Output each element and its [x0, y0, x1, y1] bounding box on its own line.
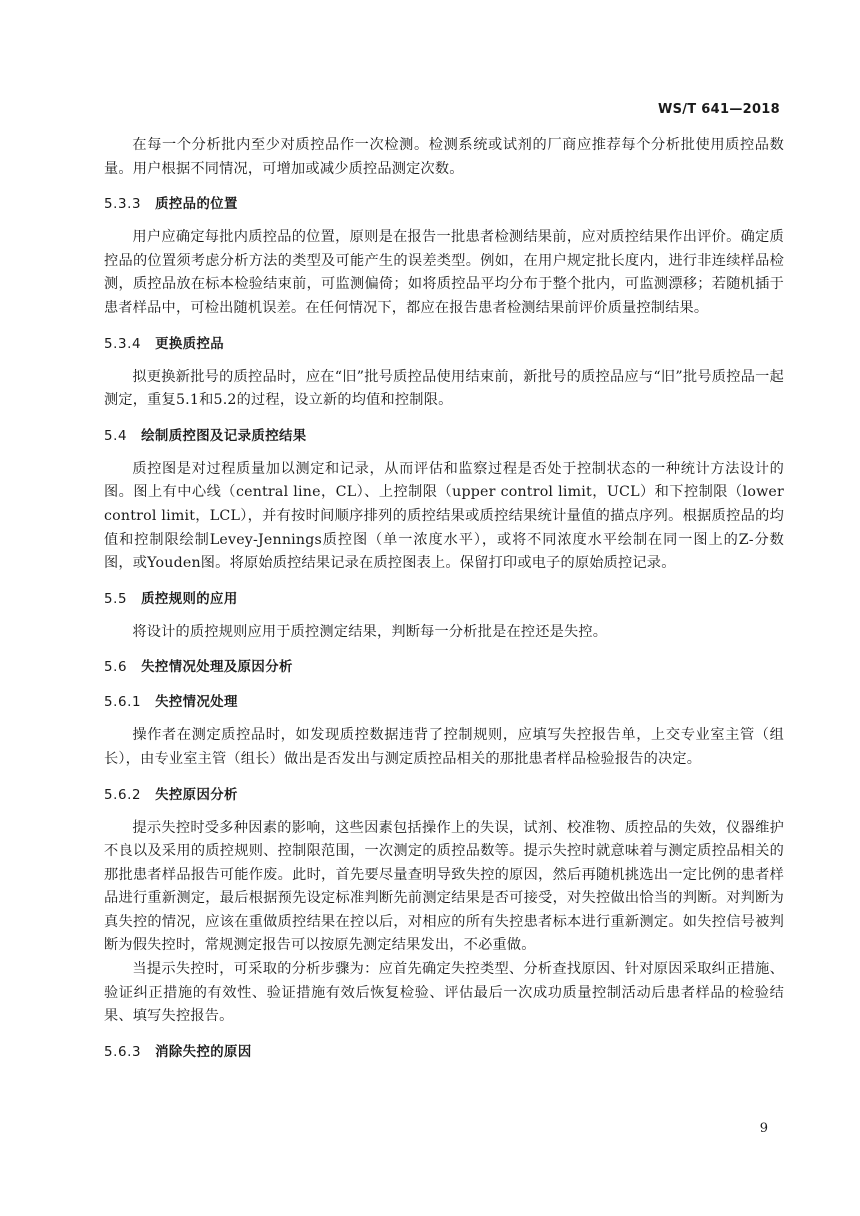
paragraph-5-3-3: 用户应确定每批内质控品的位置，原则是在报告一批患者检测结果前，应对质控结果作出评价。确定质控品的位置须考虑分析方法的类型及可能产生的误差类型。例如，在用户规定批长度内，进行非连续样品检测，质控品放在标本检验结束前，可监测偏倚；如将质控品平均分布于整个批内，可监测漂移；若随机插于患者样品中，可检出随机误差。在任何情况下，都应在报告患者检测结果前评价质量控制结果。	[104, 229, 784, 316]
section-number: 5.6	[104, 660, 128, 676]
section-title: 质控规则的应用	[141, 591, 238, 607]
paragraph-5-6-2-a: 提示失控时受多种因素的影响，这些因素包括操作上的失误，试剂、校准物、质控品的失效，仪器维护不良以及采用的质控规则、控制限范围，一次测定的质控品数等。提示失控时就意味着与测定质控品相关的那批患者样品报告可能作废。此时，首先要尽量查明导致失控的原因，然后再随机挑选出一定比例的患者样品进行重新测定，最后根据预先设定标准判断先前测定结果是否可接受，对失控做出恰当的判断。对判断为真失控的情况，应该在重做质控结果在控以后，对相应的所有失控患者标本进行重新测定。如失控信号被判断为假失控时，常规测定报告可以按原先测定结果发出，不必重做。	[104, 819, 784, 954]
section-title: 更换质控品	[155, 336, 225, 352]
standard-number: WS/T 641—2018	[657, 102, 780, 117]
section-title: 失控原因分析	[155, 787, 238, 803]
heading-5-5	[104, 588, 784, 611]
heading-5-3-4	[104, 333, 784, 356]
paragraph-5-6-1: 操作者在测定质控品时，如发现质控数据违背了控制规则，应填写失控报告单，上交专业室主管（组长），由专业室主管（组长）做出是否发出与测定质控品相关的那批患者样品检验报告的决定。	[104, 727, 784, 767]
heading-5-6	[104, 656, 784, 679]
paragraph-intro: 在每一个分析批内至少对质控品作一次检测。检测系统或试剂的厂商应推荐每个分析批使用质控品数量。用户根据不同情况，可增加或减少质控品测定次数。	[104, 137, 784, 177]
section-number: 5.4	[104, 428, 128, 444]
section-number: 5.6.1	[104, 695, 142, 711]
page-number: 9	[759, 1121, 768, 1136]
section-number: 5.5	[104, 591, 128, 607]
section-title: 质控品的位置	[155, 197, 238, 213]
document-body	[104, 134, 784, 1064]
heading-5-3-3	[104, 193, 784, 216]
section-number: 5.3.3	[104, 197, 142, 213]
section-title: 失控情况处理	[155, 695, 238, 711]
heading-5-4	[104, 425, 784, 448]
section-number: 5.6.3	[104, 1044, 142, 1060]
section-title: 失控情况处理及原因分析	[141, 660, 293, 676]
section-title: 消除失控的原因	[155, 1044, 252, 1060]
paragraph-5-3-4: 拟更换新批号的质控品时，应在“旧”批号质控品使用结束前，新批号的质控品应与“旧”批号质控品一起测定，重复5.1和5.2的过程，设立新的均值和控制限。	[104, 368, 784, 409]
paragraph-5-6-2-b: 当提示失控时，可采取的分析步骤为：应首先确定失控类型、分析查找原因、针对原因采取纠正措施、验证纠正措施的有效性、验证措施有效后恢复检验、评估最后一次成功质量控制活动后患者样品的检验结果、填写失控报告。	[104, 961, 784, 1025]
paragraph-5-5: 将设计的质控规则应用于质控测定结果，判断每一分析批是在控还是失控。	[132, 623, 608, 640]
section-number: 5.6.2	[104, 787, 142, 803]
paragraph-5-4: 质控图是对过程质量加以测定和记录，从而评估和监察过程是否处于控制状态的一种统计方法设计的图。图上有中心线（central line，CL）、上控制限（upper control limit，UCL）和下控制限（lower control limit，LCL），并有按时间顺序排列的质控结果或质控结果统计量值的描点序列。根据质控品的均值和控制限绘制Levey-Jennings质控图（单一浓度水平），或将不同浓度水平绘制在同一图上的Z-分数图，或Youden图。将原始质控结果记录在质控图表上。保留打印或电子的原始质控记录。	[104, 460, 784, 572]
section-title: 绘制质控图及记录质控结果	[141, 428, 307, 444]
heading-5-6-2	[104, 784, 784, 807]
heading-5-6-1	[104, 691, 784, 714]
heading-5-6-3	[104, 1041, 784, 1064]
section-number: 5.3.4	[104, 336, 142, 352]
